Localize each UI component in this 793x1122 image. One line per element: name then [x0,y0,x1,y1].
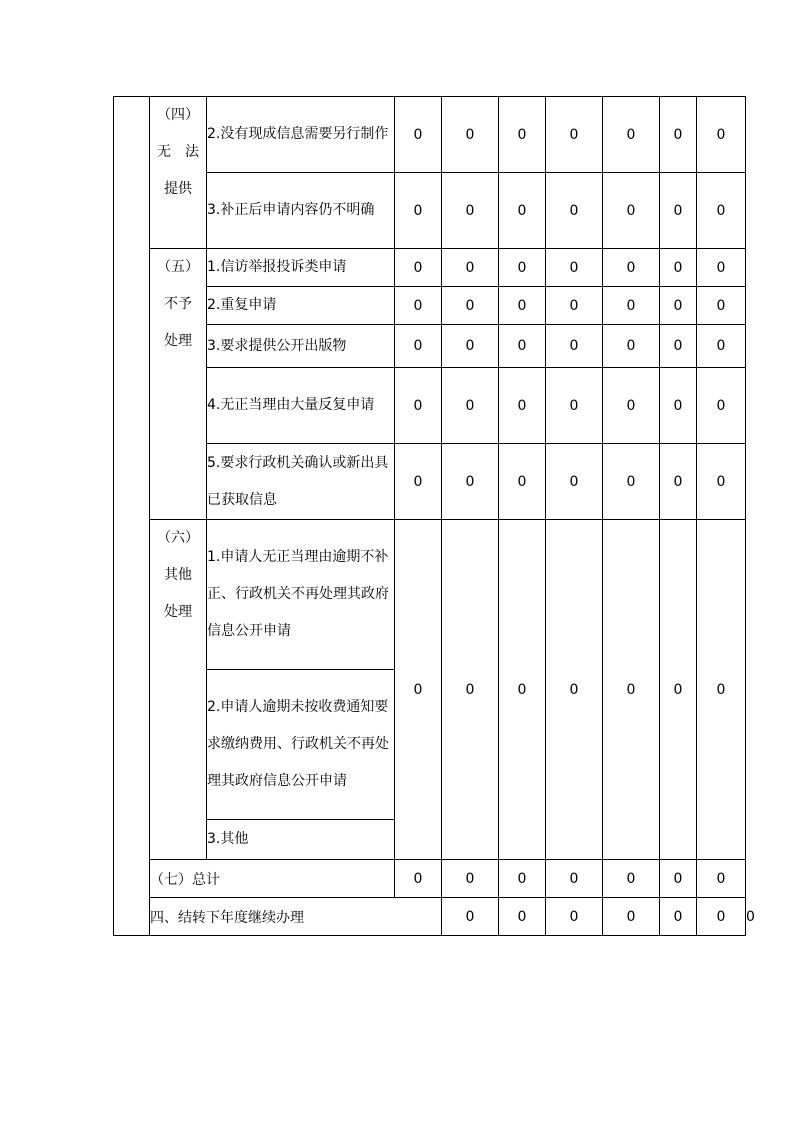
category-line: （四） [157,107,199,123]
value-cell: 0 [697,325,746,368]
value-cell: 0 [395,97,442,173]
carry-over-label: 四、结转下年度继续办理 [150,898,442,936]
value-cell: 0 [660,173,697,249]
value-cell: 0 [442,444,499,520]
table-row [114,325,746,368]
value-cell: 0 [442,368,499,444]
table-row [114,287,746,325]
category-cell [150,249,207,520]
item-label: 3.补正后申请内容仍不明确 [207,173,395,249]
value-cell: 0 [603,860,660,898]
value-cell: 0 [499,249,546,287]
value-cell: 0 [660,287,697,325]
value-cell: 0 [395,173,442,249]
table-row: 四、结转下年度继续办理 0 0 0 0 0 0 0 [114,898,746,936]
value-cell: 0 [660,520,697,860]
value-cell: 0 [603,898,660,936]
value-cell: 0 [442,520,499,860]
value-cell: 0 [442,249,499,287]
category-line: 提供 [164,181,192,197]
value-cell: 0 [499,444,546,520]
value-cell: 0 [546,325,603,368]
value-cell: 0 [546,520,603,860]
item-label: 2.申请人逾期未按收费通知要求缴纳费用、行政机关不再处理其政府信息公开申请 [207,670,395,820]
value-cell: 0 [442,287,499,325]
value-cell: 0 [395,287,442,325]
value-cell: 0 [697,368,746,444]
value-cell: 0 [546,444,603,520]
item-label: 3.要求提供公开出版物 [207,325,395,368]
value-cell: 0 [603,173,660,249]
value-cell: 0 [499,860,546,898]
category-line: 不予 [164,296,192,312]
value-cell: 0 [546,898,603,936]
category-line: （六） [157,530,199,546]
table-row [114,249,746,287]
value-cell: 0 [546,368,603,444]
value-cell: 0 [697,860,746,898]
value-cell: 0 [603,97,660,173]
category-line: 其他 [164,567,192,583]
value-cell: 0 [603,287,660,325]
value-cell: 0 [546,860,603,898]
value-cell: 0 [697,444,746,520]
total-label: （七）总计 [150,860,395,898]
value-cell: 0 [660,97,697,173]
value-cell: 0 [660,860,697,898]
table-row [114,520,746,670]
value-cell: 0 [546,287,603,325]
value-cell: 0 [499,173,546,249]
value-cell: 0 [395,325,442,368]
value-cell: 0 [395,520,442,860]
value-cell: 0 [660,325,697,368]
value-cell: 0 [603,249,660,287]
value-cell: 0 [660,368,697,444]
value-cell: 0 [603,444,660,520]
value-cell: 0 [697,287,746,325]
value-cell: 0 [395,368,442,444]
value-cell: 0 [603,520,660,860]
item-label: 2.重复申请 [207,287,395,325]
value-cell: 0 [697,898,746,936]
value-cell: 0 [697,520,746,860]
value-cell: 0 [499,287,546,325]
value-cell: 0 [395,444,442,520]
value-cell: 0 [546,97,603,173]
value-cell: 0 [442,325,499,368]
value-cell: 0 [442,898,499,936]
value-cell: 0 [660,444,697,520]
value-cell: 0 [395,860,442,898]
item-label: 5.要求行政机关确认或新出具已获取信息 [207,444,395,520]
value-cell: 0 [499,325,546,368]
value-cell: 0 [660,249,697,287]
category-cell [150,97,207,249]
category-cell [150,520,207,860]
category-line: 处理 [164,333,192,349]
item-label: 3.其他 [207,820,395,860]
table-row [114,860,746,898]
table-row [114,97,746,173]
outer-blank-cell [114,97,150,936]
value-cell: 0 [697,173,746,249]
value-cell: 0 [697,249,746,287]
value-cell: 0 [499,520,546,860]
value-cell: 0 [660,898,697,936]
value-cell: 0 [442,173,499,249]
value-cell: 0 [499,368,546,444]
table-row [114,368,746,444]
value-cell: 0 [499,898,546,936]
value-cell: 0 [442,860,499,898]
category-line: 无 法 [157,144,199,160]
value-cell: 0 [442,97,499,173]
value-cell: 0 [546,249,603,287]
item-label: 1.信访举报投诉类申请 [207,249,395,287]
value-cell: 0 [697,97,746,173]
table-row [114,444,746,520]
table-row [114,173,746,249]
category-line: （五） [157,259,199,275]
value-cell: 0 [603,368,660,444]
item-label: 2.没有现成信息需要另行制作 [207,97,395,173]
value-cell: 0 [546,173,603,249]
value-cell: 0 [395,249,442,287]
item-label: 4.无正当理由大量反复申请 [207,368,395,444]
category-line: 处理 [164,604,192,620]
value-cell: 0 [603,325,660,368]
disclosure-statistics-table [113,96,755,936]
value-cell: 0 [499,97,546,173]
item-label: 1.申请人无正当理由逾期不补正、行政机关不再处理其政府信息公开申请 [207,520,395,670]
